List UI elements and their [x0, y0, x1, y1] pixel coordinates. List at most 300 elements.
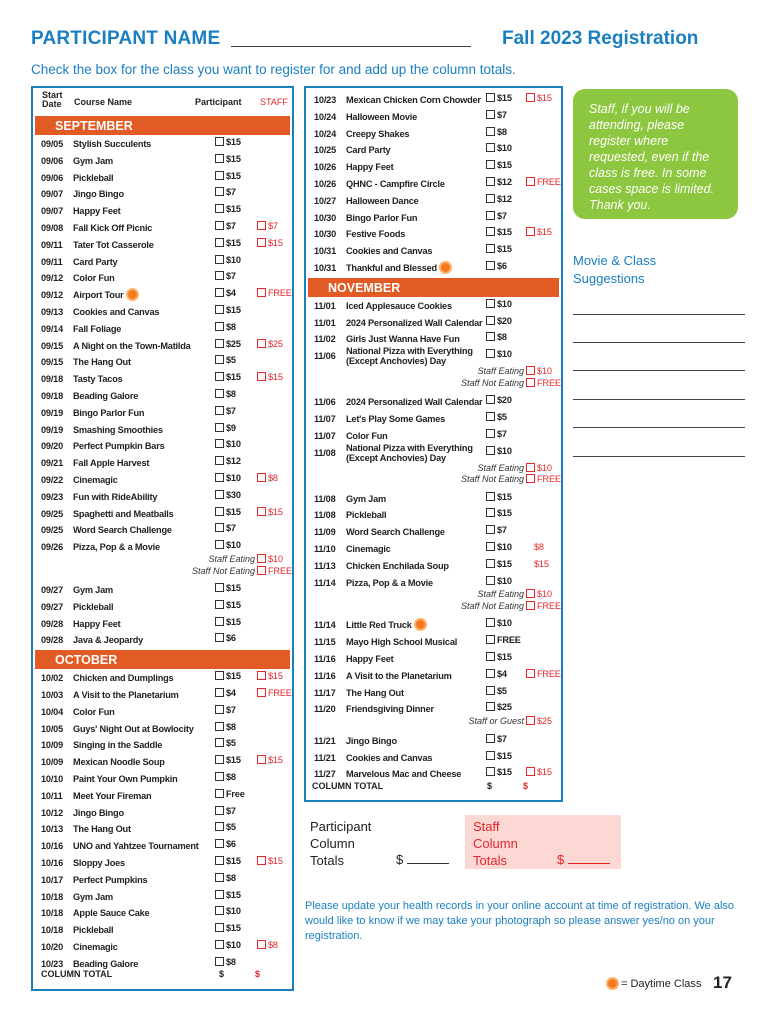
staff-option-price: FREE	[526, 378, 561, 388]
class-row	[33, 539, 292, 555]
class-date: 10/31	[314, 246, 336, 257]
class-row	[33, 472, 292, 488]
participant-checkbox[interactable]	[215, 583, 224, 592]
participant-price: $15	[486, 160, 512, 170]
staff-price: FREE	[257, 288, 292, 298]
staff-column-totals-box	[465, 815, 621, 869]
participant-checkbox[interactable]	[215, 856, 224, 865]
class-row	[306, 524, 561, 540]
staff-price: $15	[257, 238, 283, 248]
class-name: Fun with RideAbility	[73, 491, 158, 502]
class-name: Halloween Dance	[346, 195, 419, 206]
class-row	[33, 287, 292, 303]
suggestion-line[interactable]	[573, 456, 745, 457]
participant-price: $15	[215, 600, 241, 610]
participant-checkbox[interactable]	[215, 738, 224, 747]
staff-header: STAFF	[260, 97, 288, 107]
class-date: 10/30	[314, 229, 336, 240]
participant-checkbox[interactable]	[486, 429, 495, 438]
class-date: 09/11	[41, 256, 63, 267]
participant-price: $4	[486, 669, 507, 679]
class-row	[33, 754, 292, 770]
staff-price: $15	[257, 755, 283, 765]
participant-price: $6	[486, 261, 507, 271]
participant-price: $7	[215, 523, 236, 533]
participant-price: $12	[486, 177, 512, 187]
staff-checkbox[interactable]	[257, 473, 266, 482]
staff-checkbox[interactable]	[526, 716, 535, 725]
class-row	[33, 371, 292, 387]
class-name: A Visit to the Planetarium	[73, 690, 179, 700]
class-date: 10/24	[314, 128, 336, 139]
participant-checkbox[interactable]	[486, 349, 495, 358]
participant-checkbox[interactable]	[215, 288, 224, 297]
participant-checkbox[interactable]	[486, 227, 495, 236]
participant-price: $20	[486, 316, 512, 326]
participant-checkbox[interactable]	[215, 322, 224, 331]
staff-checkbox[interactable]	[257, 238, 266, 247]
class-row	[33, 939, 292, 955]
class-date: 10/27	[314, 195, 336, 206]
class-row	[33, 737, 292, 753]
participant-checkbox[interactable]	[486, 127, 495, 136]
participant-checkbox[interactable]	[486, 635, 495, 644]
participant-checkbox[interactable]	[486, 110, 495, 119]
class-name: Happy Feet	[73, 206, 121, 217]
class-row	[33, 405, 292, 421]
class-name: Guys' Night Out at Bowlocity	[73, 723, 194, 734]
participant-checkbox[interactable]	[215, 406, 224, 415]
participant-price: $10	[486, 299, 512, 309]
class-name: A Night on the Town-Matilda	[73, 340, 191, 351]
participant-checkbox[interactable]	[486, 395, 495, 404]
participant-checkbox[interactable]	[215, 633, 224, 642]
participant-checkbox[interactable]	[215, 355, 224, 364]
class-name: Sloppy Joes	[73, 858, 125, 868]
class-date: 09/20	[41, 441, 63, 452]
participant-checkbox[interactable]	[486, 412, 495, 421]
staff-checkbox[interactable]	[257, 221, 266, 230]
staff-price: $15	[526, 767, 552, 777]
participant-checkbox[interactable]	[486, 559, 495, 568]
participant-checkbox[interactable]	[215, 722, 224, 731]
participant-name-line[interactable]	[231, 46, 471, 47]
class-name: Airport Tour	[73, 290, 137, 300]
participant-checkbox[interactable]	[486, 261, 495, 270]
participant-price: $7	[215, 221, 236, 231]
participant-checkbox[interactable]	[486, 160, 495, 169]
staff-option-price: $10	[526, 589, 552, 599]
class-name: Marvelous Mac and Cheese	[346, 769, 462, 780]
class-row	[306, 226, 561, 242]
class-row	[306, 651, 561, 667]
class-name: Smashing Smoothies	[73, 424, 163, 435]
class-date: 09/27	[41, 601, 63, 612]
class-date: 09/19	[41, 424, 63, 435]
class-name: Pickleball	[346, 510, 387, 521]
participant-checkbox[interactable]	[486, 767, 495, 776]
class-date: 10/11	[41, 790, 63, 801]
middle-class-panel: 10/23 Mexican Chicken Corn Chowder $15 $15 10/24 Halloween Movie $7 10/24 Creepy Shakes $8 10/25 Card Party $10 10/26 Happy Feet $15 10/26 QHNC - Campfire Circle $12 FREE 10/27 Halloween Dance $12 10/30 Bingo Parlor Fun $7 10/30 Festive Foods $15 $15 10/31 Cookies and Canvas $15 10/31 Thankful and Blessed $6 NOVEMBER 11/01 Iced Applesauce Cookies $10 11/01 2024 Personalized Wall Calendar $20 11/02 Girls Just Wanna Have Fun $8 11/06 National Pizza with Everything (Except Anchovies) Day $10 Staff Eating $10 Staff Not Eating FREE 11/06 2024 Personalized Wall Calendar $20 11/07 Let's Play Some Games $5 11/07 Color Fun $7 11/08 National Pizza with Everything (Except Anchovies) Day $10 Staff Eating $10 Staff Not Eating FREE 11/08 Gym Jam $15 11/08 Pickleball $15 11/09 Word Search Challenge $7 11/10 Cinemagic $10 $8 11/13 Chicken Enchilada Soup $15 $15 11/14 Pizza, Pop & a Movie $10 Staff Eating $10 Staff Not Eating FREE 11/14 Little Red Truck $10 11/15 Mayo High School Musical FREE 11/16 Happy Feet $15 11/16 A Visit to the Planetarium $4 FREE 11/17 The Hang Out $5 11/20 Friendsgiving Dinner $25 Staff or Guest $25 11/21 Jingo Bingo $7 11/21 Cookies and Canvas $15 11/27 Marvelous Mac and Cheese $15 $15 COLUMN TOTAL $ $	[304, 86, 563, 802]
participant-checkbox[interactable]	[486, 194, 495, 203]
participant-price: $7	[215, 406, 236, 416]
participant-checkbox[interactable]	[486, 332, 495, 341]
participant-checkbox[interactable]	[215, 772, 224, 781]
participant-checkbox[interactable]	[215, 873, 224, 882]
participant-checkbox[interactable]	[215, 957, 224, 966]
class-name: Color Fun	[73, 706, 115, 717]
participant-checkbox[interactable]	[486, 734, 495, 743]
class-date: 10/25	[314, 145, 336, 156]
suggestion-line[interactable]	[573, 342, 745, 343]
participant-price: $15	[486, 227, 512, 237]
participant-checkbox[interactable]	[215, 271, 224, 280]
participant-price: $5	[486, 686, 507, 696]
staff-checkbox[interactable]	[257, 671, 266, 680]
class-date: 09/25	[41, 508, 63, 519]
participant-checkbox[interactable]	[215, 305, 224, 314]
participant-price: $7	[486, 429, 507, 439]
participant-price: $7	[486, 110, 507, 120]
participant-checkbox[interactable]	[215, 617, 224, 626]
class-row	[33, 506, 292, 522]
participant-price: $6	[215, 633, 236, 643]
start-date-header: Start Date	[42, 90, 63, 109]
daytime-sun-icon	[416, 620, 425, 629]
participant-price: $8	[215, 722, 236, 732]
daytime-sun-icon	[128, 290, 137, 299]
month-header: NOVEMBER	[308, 278, 559, 297]
staff-price: $7	[257, 221, 278, 231]
participant-checkbox[interactable]	[215, 154, 224, 163]
class-row	[33, 670, 292, 686]
class-row	[306, 491, 561, 507]
class-row	[306, 750, 561, 766]
participant-checkbox[interactable]	[486, 542, 495, 551]
participant-checkbox[interactable]	[215, 923, 224, 932]
class-row	[306, 541, 561, 557]
class-row	[306, 260, 561, 276]
suggestion-line[interactable]	[573, 314, 745, 315]
participant-checkbox[interactable]	[215, 755, 224, 764]
class-date: 11/01	[314, 300, 336, 311]
participant-price: $8	[215, 957, 236, 967]
participant-checkbox[interactable]	[486, 446, 495, 455]
class-date: 10/31	[314, 263, 336, 273]
staff-checkbox[interactable]	[257, 288, 266, 297]
participant-price: $15	[215, 171, 241, 181]
participant-checkbox[interactable]	[215, 890, 224, 899]
staff-price: $8	[534, 542, 544, 552]
participant-checkbox[interactable]	[215, 221, 224, 230]
participant-checkbox[interactable]	[215, 507, 224, 516]
participant-checkbox[interactable]	[486, 177, 495, 186]
page-number: 17	[713, 973, 732, 992]
participant-checkbox[interactable]	[486, 492, 495, 501]
class-date: 09/08	[41, 223, 63, 233]
class-date: 09/15	[41, 340, 63, 351]
class-name: Iced Applesauce Cookies	[346, 300, 452, 311]
class-date: 10/02	[41, 673, 63, 684]
class-date: 11/14	[314, 620, 336, 631]
staff-checkbox[interactable]	[526, 601, 535, 610]
participant-checkbox[interactable]	[215, 906, 224, 915]
class-name: The Hang Out	[346, 687, 404, 698]
staff-checkbox[interactable]	[257, 554, 266, 563]
class-name: Perfect Pumpkins	[73, 874, 148, 885]
participant-total-field[interactable]: $	[396, 852, 449, 867]
participant-checkbox[interactable]	[215, 789, 224, 798]
participant-checkbox[interactable]	[486, 669, 495, 678]
class-date: 10/24	[314, 111, 336, 122]
participant-checkbox[interactable]	[215, 456, 224, 465]
class-name: The Hang Out	[73, 824, 131, 835]
class-name: Card Party	[346, 145, 391, 156]
class-row	[306, 411, 561, 427]
staff-price: $15	[534, 558, 549, 569]
class-date: 09/05	[41, 139, 63, 149]
participant-checkbox[interactable]	[486, 211, 495, 220]
participant-checkbox[interactable]	[486, 143, 495, 152]
participant-checkbox[interactable]	[215, 671, 224, 680]
class-name: Word Search Challenge	[346, 527, 445, 538]
class-name: Creepy Shakes	[346, 128, 410, 139]
participant-price: $4	[215, 688, 236, 698]
participant-price: $15	[215, 923, 241, 933]
staff-checkbox[interactable]	[526, 589, 535, 598]
participant-price: $15	[215, 154, 241, 164]
staff-checkbox[interactable]	[526, 227, 535, 236]
class-row	[33, 582, 292, 598]
class-row	[306, 346, 561, 367]
staff-checkbox[interactable]	[526, 366, 535, 375]
participant-checkbox[interactable]	[486, 618, 495, 627]
participant-price: $30	[215, 490, 241, 500]
staff-price: FREE	[257, 688, 292, 698]
participant-checkbox[interactable]	[215, 339, 224, 348]
class-row	[33, 704, 292, 720]
participant-price: $15	[486, 559, 512, 569]
participant-checkbox[interactable]	[215, 822, 224, 831]
class-name: Mayo High School Musical	[346, 637, 458, 648]
participant-checkbox[interactable]	[486, 576, 495, 585]
participant-checkbox[interactable]	[215, 839, 224, 848]
suggestion-line[interactable]	[573, 370, 745, 371]
class-row	[306, 298, 561, 314]
participant-checkbox[interactable]	[486, 652, 495, 661]
class-date: 11/07	[314, 430, 336, 441]
class-row	[306, 507, 561, 523]
staff-checkbox[interactable]	[526, 378, 535, 387]
participant-checkbox[interactable]	[486, 299, 495, 308]
staff-option-price: $10	[257, 554, 283, 564]
participant-checkbox[interactable]	[215, 705, 224, 714]
staff-checkbox[interactable]	[257, 372, 266, 381]
participant-checkbox[interactable]	[486, 525, 495, 534]
staff-checkbox[interactable]	[526, 767, 535, 776]
participant-checkbox[interactable]	[486, 316, 495, 325]
class-name: Bingo Parlor Fun	[73, 407, 145, 418]
class-row	[33, 438, 292, 454]
staff-total-field[interactable]: $	[557, 852, 610, 867]
participant-checkbox[interactable]	[215, 490, 224, 499]
participant-price: $25	[486, 702, 512, 712]
class-date: 09/15	[41, 357, 63, 368]
class-date: 10/13	[41, 824, 63, 835]
participant-checkbox[interactable]	[215, 688, 224, 697]
participant-price: $20	[486, 395, 512, 405]
participant-checkbox[interactable]	[215, 806, 224, 815]
participant-price: $8	[215, 873, 236, 883]
class-date: 11/16	[314, 670, 336, 681]
participant-price: $6	[215, 839, 236, 849]
class-row	[306, 109, 561, 125]
month-header: SEPTEMBER	[35, 116, 290, 135]
staff-checkbox[interactable]	[526, 177, 535, 186]
suggestion-line[interactable]	[573, 399, 745, 400]
staff-option-price: $25	[526, 716, 552, 726]
class-name: Festive Foods	[346, 229, 406, 240]
class-row	[306, 126, 561, 142]
class-name: Jingo Bingo	[73, 807, 124, 818]
participant-checkbox[interactable]	[215, 255, 224, 264]
participant-checkbox[interactable]	[215, 600, 224, 609]
staff-checkbox[interactable]	[257, 755, 266, 764]
participant-price: $7	[215, 705, 236, 715]
staff-checkbox[interactable]	[526, 669, 535, 678]
participant-price: $15	[215, 507, 241, 517]
staff-option-price: $10	[526, 463, 552, 473]
participant-checkbox[interactable]	[215, 473, 224, 482]
class-name: Happy Feet	[346, 162, 394, 173]
participant-price: $10	[486, 349, 512, 359]
participant-checkbox[interactable]	[486, 244, 495, 253]
class-name: Pizza, Pop & a Movie	[346, 577, 433, 588]
participant-price: $15	[215, 372, 241, 382]
participant-checkbox[interactable]	[215, 238, 224, 247]
class-row	[33, 388, 292, 404]
participant-checkbox[interactable]	[486, 702, 495, 711]
class-date: 11/10	[314, 544, 336, 554]
participant-checkbox[interactable]	[215, 204, 224, 213]
participant-checkbox[interactable]	[215, 389, 224, 398]
left-class-panel: Start Date Course Name Participant STAFF SEPTEMBER 09/05 Stylish Succulents $15 09/06 Gym Jam $15 09/06 Pickleball $15 09/07 Jingo Bingo $7 09/07 Happy Feet $15 09/08 Fall Kick Off Picnic $7 $7 09/11 Tater Tot Casserole $15 $15 09/11 Card Party $10 09/12 Color Fun $7 09/12 Airport Tour $4 FREE 09/13 Cookies and Canvas $15 09/14 Fall Foliage $8 09/15 A Night on the Town-Matilda $25 $25 09/15 The Hang Out $5 09/18 Tasty Tacos $15 $15 09/18 Beading Galore $8 09/19 Bingo Parlor Fun $7 09/19 Smashing Smoothies $9 09/20 Perfect Pumpkin Bars $10 09/21 Fall Apple Harvest $12 09/22 Cinemagic $10 $8 09/23 Fun with RideAbility $30 09/25 Spaghetti and Meatballs $15 $15 09/25 Word Search Challenge $7 09/26 Pizza, Pop & a Movie $10 Staff Eating $10 Staff Not Eating FREE 09/27 Gym Jam $15 09/27 Pickleball $15 09/28 Happy Feet $15 09/28 Java & Jeopardy $6 OCTOBER 10/02 Chicken and Dumplings $15 $15 10/03 A Visit to the Planetarium $4 FREE 10/04 Color Fun $7 10/05 Guys' Night Out at Bowlocity $8 10/09 Singing in the Saddle $5 10/09 Mexican Noodle Soup $15 $15 10/10 Paint Your Own Pumpkin $8 10/11 Meet Your Fireman Free 10/12 Jingo Bingo $7 10/13 The Hang Out $5 10/16 UNO and Yahtzee Tournament $6 10/16 Sloppy Joes $15 $15 10/17 Perfect Pumpkins $8 10/18 Gym Jam $15 10/18 Apple Sauce Cake $10 10/18 Pickleball $15 10/20 Cinemagic $10 $8 10/23 Beading Galore $8 COLUMN TOTAL $ $	[31, 86, 294, 991]
participant-price: $7	[215, 187, 236, 197]
class-name: Jingo Bingo	[346, 735, 397, 746]
staff-checkbox[interactable]	[526, 463, 535, 472]
class-row	[33, 788, 292, 804]
class-name: QHNC - Campfire Circle	[346, 179, 445, 189]
staff-checkbox[interactable]	[257, 940, 266, 949]
class-name: Let's Play Some Games	[346, 414, 446, 424]
staff-checkbox[interactable]	[257, 339, 266, 348]
class-name: Java & Jeopardy	[73, 635, 144, 646]
participant-checkbox[interactable]	[215, 540, 224, 549]
participant-price: $8	[215, 772, 236, 782]
class-row	[306, 159, 561, 175]
class-row	[306, 668, 561, 684]
class-name: Cookies and Canvas	[346, 752, 433, 763]
suggestion-line[interactable]	[573, 427, 745, 428]
class-name: Beading Galore	[73, 958, 139, 969]
class-date: 11/07	[314, 414, 336, 424]
class-row	[33, 616, 292, 632]
staff-checkbox[interactable]	[526, 93, 535, 102]
participant-checkbox[interactable]	[215, 137, 224, 146]
class-name: Card Party	[73, 256, 118, 267]
staff-checkbox[interactable]	[257, 688, 266, 697]
participant-price: $7	[486, 211, 507, 221]
class-date: 10/16	[41, 858, 63, 868]
staff-price: $15	[526, 227, 552, 237]
class-row	[306, 315, 561, 331]
participant-checkbox[interactable]	[486, 93, 495, 102]
class-name: Color Fun	[73, 273, 115, 284]
staff-checkbox[interactable]	[257, 566, 266, 575]
participant-checkbox[interactable]	[215, 940, 224, 949]
class-date: 09/23	[41, 491, 63, 502]
class-name: National Pizza with Everything (Except Anchovies) Day	[346, 442, 473, 463]
participant-price: $15	[215, 238, 241, 248]
class-row	[33, 522, 292, 538]
participant-price: $12	[486, 194, 512, 204]
participant-price: $15	[215, 204, 241, 214]
staff-checkbox[interactable]	[257, 856, 266, 865]
class-name: Paint Your Own Pumpkin	[73, 774, 178, 784]
class-name: Thankful and Blessed	[346, 263, 450, 273]
participant-checkbox[interactable]	[215, 372, 224, 381]
participant-price: $7	[215, 271, 236, 281]
class-name: National Pizza with Everything (Except Anchovies) Day	[346, 346, 473, 367]
participant-checkbox[interactable]	[215, 523, 224, 532]
staff-checkbox[interactable]	[526, 474, 535, 483]
participant-column-totals-label: Participant Column Totals	[310, 819, 372, 868]
class-date: 10/04	[41, 706, 63, 717]
daytime-sun-icon	[441, 263, 450, 272]
class-name: Cinemagic	[73, 942, 118, 952]
movie-suggestions-title: Movie & Class Suggestions	[573, 253, 657, 286]
class-date: 10/03	[41, 690, 63, 700]
class-row	[306, 766, 561, 782]
class-name: Chicken Enchilada Soup	[346, 560, 449, 571]
participant-checkbox[interactable]	[215, 171, 224, 180]
participant-checkbox[interactable]	[215, 423, 224, 432]
class-name: Cinemagic	[73, 475, 118, 485]
class-date: 10/18	[41, 891, 63, 902]
participant-name-label: PARTICIPANT NAME	[31, 28, 221, 49]
participant-checkbox[interactable]	[215, 187, 224, 196]
participant-price: $15	[215, 305, 241, 315]
participant-checkbox[interactable]	[215, 439, 224, 448]
class-row	[33, 136, 292, 152]
participant-checkbox[interactable]	[486, 686, 495, 695]
class-row	[306, 176, 561, 192]
class-name: Cookies and Canvas	[73, 307, 160, 317]
class-name: 2024 Personalized Wall Calendar	[346, 317, 483, 328]
class-name: Chicken and Dumplings	[73, 673, 174, 684]
participant-price: $25	[215, 339, 241, 349]
class-date: 10/26	[314, 179, 336, 189]
class-date: 10/09	[41, 757, 63, 768]
participant-price: $10	[215, 255, 241, 265]
class-name: Tater Tot Casserole	[73, 239, 154, 250]
participant-checkbox[interactable]	[486, 508, 495, 517]
participant-checkbox[interactable]	[486, 751, 495, 760]
staff-price: $8	[257, 473, 278, 483]
class-row	[33, 838, 292, 854]
staff-checkbox[interactable]	[257, 507, 266, 516]
class-date: 10/26	[314, 162, 336, 173]
